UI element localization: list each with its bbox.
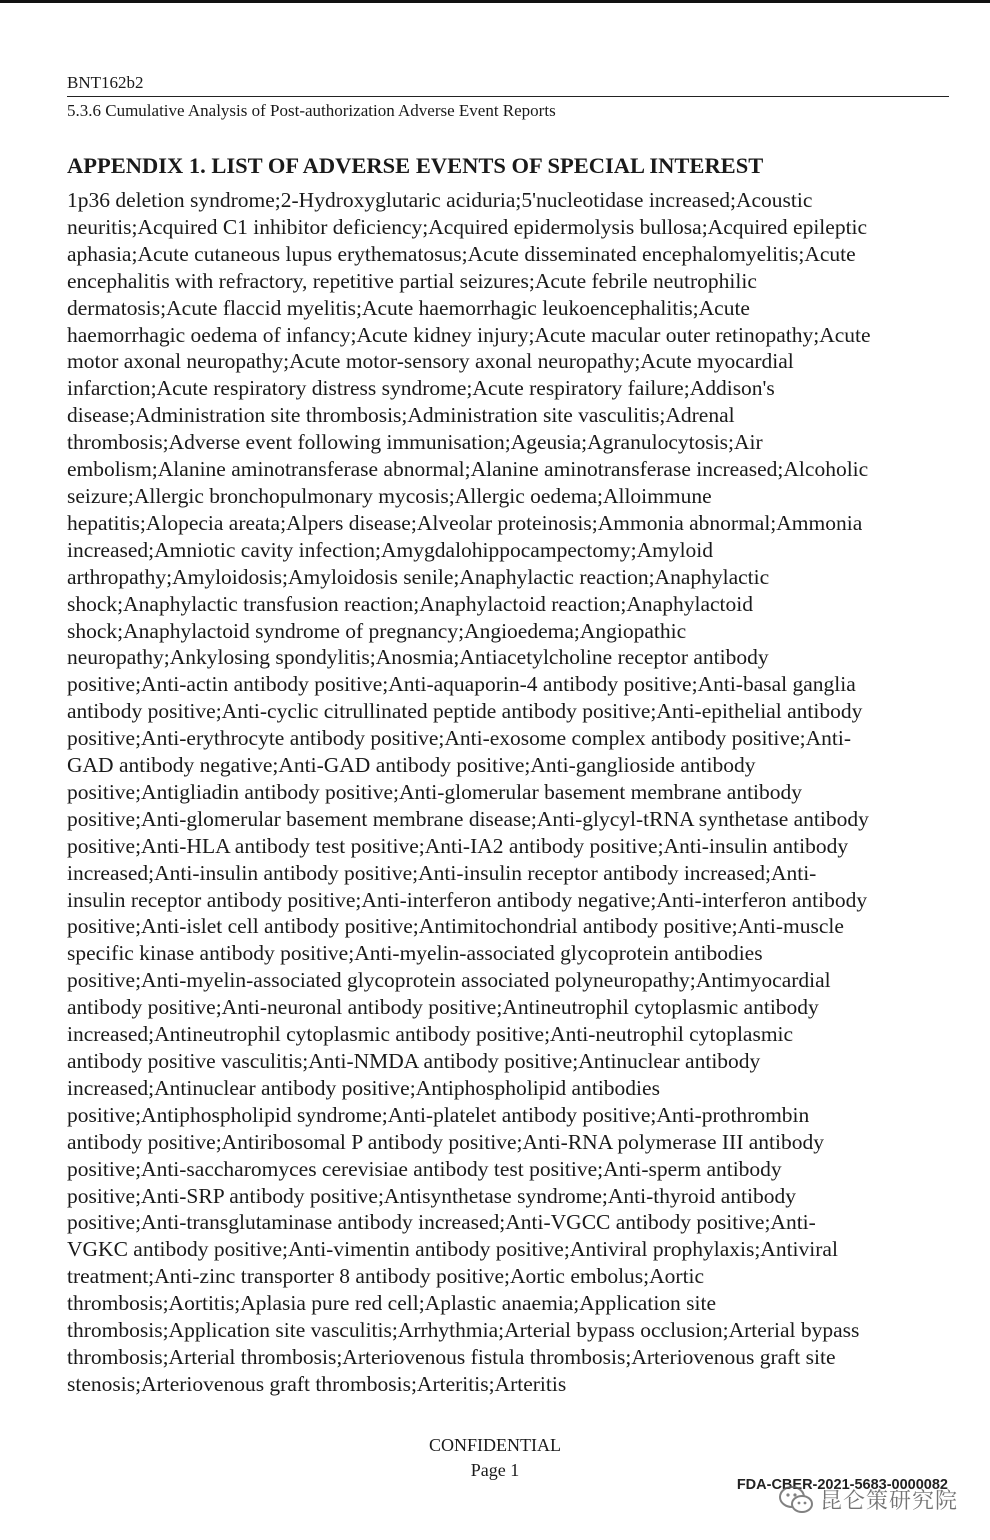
body-line: antibody positive;Antiribosomal P antibody positive;Anti-RNA polymerase III antibody [67, 1129, 824, 1154]
body-line: arthropathy;Amyloidosis;Amyloidosis senile;Anaphylactic reaction;Anaphylactic [67, 564, 770, 589]
top-edge-rule [0, 0, 990, 3]
body-line: thrombosis;Application site vasculitis;Arrhythmia;Arterial bypass occlusion;Arterial bypass [67, 1318, 860, 1343]
wechat-icon [778, 1485, 814, 1515]
body-line: neuritis;Acquired C1 inhibitor deficiency;Acquired epidermolysis bullosa;Acquired epileptic [67, 214, 868, 239]
body-line: VGKC antibody positive;Anti-vimentin antibody positive;Antiviral prophylaxis;Antiviral [67, 1237, 838, 1262]
body-line: 1p36 deletion syndrome;2-Hydroxyglutaric aciduria;5'nucleotidase increased;Acoustic [67, 188, 813, 212]
body-line: thrombosis;Adverse event following immunisation;Ageusia;Agranulocytosis;Air [67, 430, 763, 455]
appendix-title: APPENDIX 1. LIST OF ADVERSE EVENTS OF SPECIAL INTEREST [67, 153, 764, 178]
body-line: positive;Anti-actin antibody positive;Anti-aquaporin-4 antibody positive;Anti-basal ganglia [67, 672, 856, 697]
body-line: positive;Anti-transglutaminase antibody increased;Anti-VGCC antibody positive;Anti- [67, 1210, 816, 1235]
page-footer [0, 1433, 990, 1483]
body-line: increased;Amniotic cavity infection;Amygdalohippocampectomy;Amyloid [67, 537, 714, 562]
watermark-text: 昆仑策研究院 [819, 1489, 958, 1514]
body-line: GAD antibody negative;Anti-GAD antibody positive;Anti-ganglioside antibody [67, 753, 756, 778]
header-product: BNT162b2 [67, 73, 144, 92]
body-line: positive;Anti-erythrocyte antibody positive;Anti-exosome complex antibody positive;Anti- [67, 726, 852, 751]
body-line: stenosis;Arteriovenous graft thrombosis;Arteritis;Arteritis [67, 1371, 567, 1396]
body-line: positive;Antiphospholipid syndrome;Anti-platelet antibody positive;Anti-prothrombin [67, 1102, 810, 1127]
document-id: FDA-CBER-2021-5683-0000082 [736, 1477, 948, 1493]
header-section: 5.3.6 Cumulative Analysis of Post-authorization Adverse Event Reports [67, 101, 556, 120]
body-line: positive;Anti-myelin-associated glycoprotein associated polyneuropathy;Antimyocardial [67, 968, 831, 993]
watermark [778, 1484, 958, 1515]
body-line: positive;Anti-glomerular basement membrane disease;Anti-glycyl-tRNA synthetase antibody [67, 806, 869, 831]
body-line: shock;Anaphylactoid syndrome of pregnancy;Angioedema;Angiopathic [67, 618, 687, 643]
body-line: shock;Anaphylactic transfusion reaction;Anaphylactoid reaction;Anaphylactoid [67, 591, 753, 616]
body-line: antibody positive;Anti-cyclic citrullinated peptide antibody positive;Anti-epithelial antibody [67, 699, 863, 724]
body-line: antibody positive;Anti-neuronal antibody positive;Antineutrophil cytoplasmic antibody [67, 995, 819, 1020]
body-line: dermatosis;Acute flaccid myelitis;Acute haemorrhagic leukoencephalitis;Acute [67, 295, 750, 320]
body-line: hepatitis;Alopecia areata;Alpers disease;Alveolar proteinosis;Ammonia abnormal;Ammonia [67, 510, 863, 535]
body-line: embolism;Alanine aminotransferase abnormal;Alanine aminotransferase increased;Alcoholic [67, 457, 869, 482]
header-divider [67, 96, 949, 97]
body-line: specific kinase antibody positive;Anti-myelin-associated glycoprotein antibodies [67, 941, 763, 966]
page-number: Page 1 [470, 1460, 520, 1480]
body-line: positive;Anti-SRP antibody positive;Antisynthetase syndrome;Anti-thyroid antibody [67, 1183, 796, 1208]
body-line: aphasia;Acute cutaneous lupus erythematosus;Acute disseminated encephalomyelitis;Acute [67, 241, 856, 266]
body-line: seizure;Allergic bronchopulmonary mycosis;Allergic oedema;Alloimmune [67, 483, 712, 508]
body-line: positive;Anti-HLA antibody test positive;Anti-IA2 antibody positive;Anti-insulin antibody [67, 833, 849, 858]
confidential-label: CONFIDENTIAL [429, 1435, 561, 1455]
body-line: insulin receptor antibody positive;Anti-interferon antibody negative;Anti-interferon antibody [67, 887, 868, 912]
adverse-events-list [67, 187, 949, 1398]
body-line: encephalitis with refractory, repetitive partial seizures;Acute febrile neutrophilic [67, 268, 757, 293]
body-line: infarction;Acute respiratory distress syndrome;Acute respiratory failure;Addison's [67, 376, 775, 401]
document-page [67, 72, 949, 1398]
body-line: increased;Antinuclear antibody positive;Antiphospholipid antibodies [67, 1075, 660, 1100]
body-line: antibody positive vasculitis;Anti-NMDA antibody positive;Antinuclear antibody [67, 1049, 761, 1073]
body-line: treatment;Anti-zinc transporter 8 antibody positive;Aortic embolus;Aortic [67, 1264, 705, 1289]
body-line: increased;Antineutrophil cytoplasmic antibody positive;Anti-neutrophil cytoplasmic [67, 1022, 794, 1047]
body-line: neuropathy;Ankylosing spondylitis;Anosmia;Antiacetylcholine receptor antibody [67, 645, 769, 670]
body-line: thrombosis;Arterial thrombosis;Arteriovenous fistula thrombosis;Arteriovenous graft site [67, 1344, 836, 1369]
body-line: haemorrhagic oedema of infancy;Acute kidney injury;Acute macular outer retinopathy;Acute [67, 322, 871, 347]
body-line: positive;Anti-islet cell antibody positive;Antimitochondrial antibody positive;Anti-muscle [67, 914, 844, 939]
body-line: thrombosis;Aortitis;Aplasia pure red cell;Aplastic anaemia;Application site [67, 1291, 717, 1316]
body-line: disease;Administration site thrombosis;Administration site vasculitis;Adrenal [67, 403, 735, 428]
body-line: positive;Antigliadin antibody positive;Anti-glomerular basement membrane antibody [67, 779, 803, 804]
body-line: increased;Anti-insulin antibody positive;Anti-insulin receptor antibody increased;Anti- [67, 860, 817, 885]
body-line: positive;Anti-saccharomyces cerevisiae antibody test positive;Anti-sperm antibody [67, 1156, 782, 1181]
body-line: motor axonal neuropathy;Acute motor-sensory axonal neuropathy;Acute myocardial [67, 349, 794, 374]
